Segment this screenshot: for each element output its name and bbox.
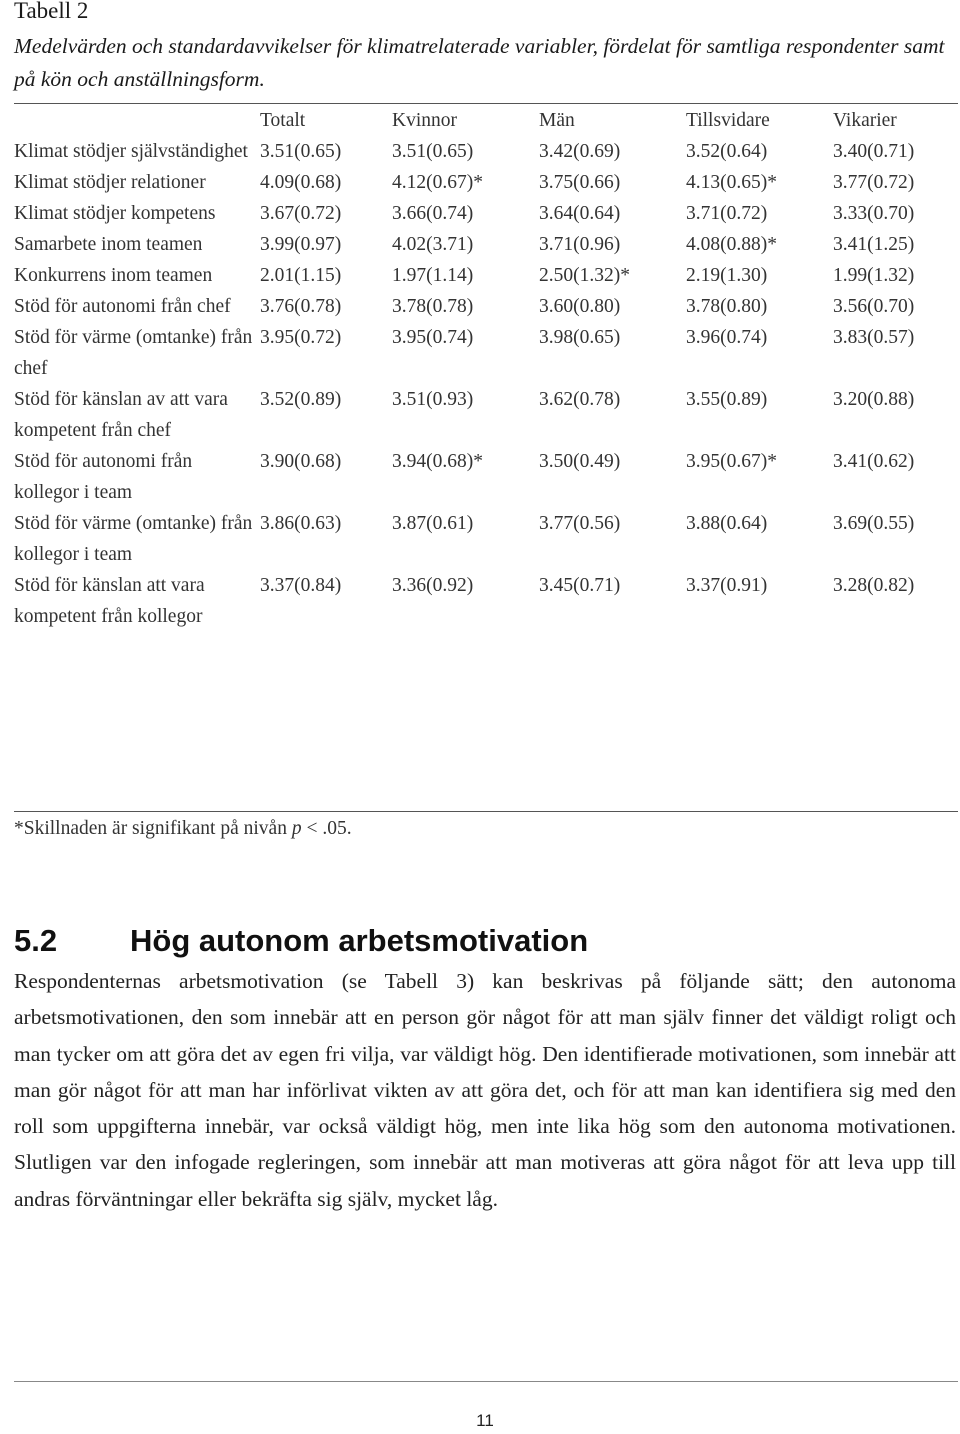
- value-cell: 3.50(0.49): [539, 451, 621, 472]
- value-cell: 3.69(0.55): [833, 513, 915, 534]
- value-cell: 3.71(0.96): [539, 234, 621, 255]
- value-cell: 3.37(0.84): [260, 575, 342, 596]
- value-cell: 2.01(1.15): [260, 265, 342, 286]
- value-cell: 3.95(0.74): [392, 327, 474, 348]
- table-top-rule: [14, 103, 958, 104]
- value-cell: 4.09(0.68): [260, 172, 342, 193]
- row-label-cell: Stöd för autonomi från kollegor i team: [14, 451, 193, 503]
- body-paragraph: Respondenternas arbetsmotivation (se Tabell 3) kan beskrivas på följande sätt; den autonoma arbetsmotivationen, den som innebär att en person gör något för att man själv finner det väldigt roligt och man tycker om att göra det av egen fri vilja, var väldigt hög. Den identifierade motivationen, som innebär att man gör något för att man har införlivat vikten av att göra det, och för att man kan identifiera sig med den roll som uppgifterna innebär, var också väldigt hög, men inte lika hög som den autonoma motivationen. Slutligen var den infogade regleringen, som innebär att man motiveras att göra något för att leva upp till andras förväntningar eller bekräfta sig själv, mycket låg.: [14, 969, 956, 1211]
- table-row: [14, 446, 958, 508]
- table-label: Tabell 2: [14, 0, 89, 23]
- value-cell: 3.42(0.69): [539, 141, 621, 162]
- value-cell: 3.40(0.71): [833, 141, 915, 162]
- value-cell: 3.55(0.89): [686, 389, 768, 410]
- row-label-cell: Klimat stödjer relationer: [14, 172, 206, 193]
- section-number: 5.2: [14, 923, 58, 958]
- value-cell: 3.90(0.68): [260, 451, 342, 472]
- value-cell: 3.28(0.82): [833, 575, 915, 596]
- table-row: [14, 198, 958, 229]
- value-cell: 3.51(0.65): [392, 141, 474, 162]
- row-label-cell: Samarbete inom teamen: [14, 234, 203, 255]
- table-footnote: [14, 813, 352, 844]
- footer-rule: [14, 1381, 958, 1382]
- value-cell: 3.83(0.57): [833, 327, 915, 348]
- table-row: [14, 167, 958, 198]
- row-label-cell: Stöd för känslan av att vara kompetent från chef: [14, 389, 228, 441]
- value-cell: 4.12(0.67)*: [392, 172, 483, 193]
- column-header-variable: [14, 105, 260, 136]
- value-cell: 3.41(0.62): [833, 451, 915, 472]
- table-row: [14, 260, 958, 291]
- value-cell: 3.51(0.65): [260, 141, 342, 162]
- value-cell: 3.20(0.88): [833, 389, 915, 410]
- value-cell: 3.64(0.64): [539, 203, 621, 224]
- value-cell: 3.99(0.97): [260, 234, 342, 255]
- table-row: [14, 570, 958, 632]
- value-cell: 3.77(0.56): [539, 513, 621, 534]
- results-table: [14, 105, 958, 632]
- value-cell: 3.56(0.70): [833, 296, 915, 317]
- section-title: Hög autonom arbetsmotivation: [130, 923, 589, 958]
- page-number: 11: [476, 1411, 494, 1430]
- value-cell: 3.94(0.68)*: [392, 451, 483, 472]
- section-body: [14, 963, 956, 1217]
- value-cell: 3.77(0.72): [833, 172, 915, 193]
- value-cell: 3.62(0.78): [539, 389, 621, 410]
- column-header: Vikarier: [833, 110, 897, 131]
- value-cell: 3.45(0.71): [539, 575, 621, 596]
- value-cell: 4.13(0.65)*: [686, 172, 777, 193]
- value-cell: 3.67(0.72): [260, 203, 342, 224]
- value-cell: 3.78(0.80): [686, 296, 768, 317]
- footnote-suffix: < .05.: [301, 818, 352, 839]
- row-label-cell: Klimat stödjer kompetens: [14, 203, 216, 224]
- value-cell: 3.37(0.91): [686, 575, 768, 596]
- column-header: Totalt: [260, 110, 306, 131]
- row-label-cell: Konkurrens inom teamen: [14, 265, 213, 286]
- table-body: [14, 136, 958, 632]
- value-cell: 3.76(0.78): [260, 296, 342, 317]
- value-cell: 1.97(1.14): [392, 265, 474, 286]
- table-row: [14, 229, 958, 260]
- column-header: Kvinnor: [392, 110, 457, 131]
- value-cell: 3.78(0.78): [392, 296, 474, 317]
- value-cell: 4.02(3.71): [392, 234, 474, 255]
- value-cell: 3.52(0.89): [260, 389, 342, 410]
- value-cell: 3.41(1.25): [833, 234, 915, 255]
- value-cell: 3.51(0.93): [392, 389, 474, 410]
- value-cell: 3.95(0.67)*: [686, 451, 777, 472]
- value-cell: 3.33(0.70): [833, 203, 915, 224]
- value-cell: 4.08(0.88)*: [686, 234, 777, 255]
- row-label-cell: Stöd för värme (omtanke) från kollegor i team: [14, 513, 253, 565]
- row-label-cell: Stöd för autonomi från chef: [14, 296, 231, 317]
- value-cell: 3.98(0.65): [539, 327, 621, 348]
- value-cell: 3.95(0.72): [260, 327, 342, 348]
- table-header-row: [14, 105, 958, 136]
- section-heading: [14, 918, 588, 964]
- row-label-cell: Stöd för känslan att vara kompetent från kollegor: [14, 575, 205, 627]
- row-label-cell: Klimat stödjer självständighet: [14, 141, 248, 162]
- table-row: [14, 508, 958, 570]
- value-cell: 3.86(0.63): [260, 513, 342, 534]
- table-bottom-rule: [14, 811, 958, 812]
- table-caption: Medelvärden och standardavvikelser för klimatrelaterade variabler, fördelat för samtliga respondenter samt på kön och anställningsform.: [14, 34, 945, 91]
- value-cell: 3.36(0.92): [392, 575, 474, 596]
- column-header: Män: [539, 110, 575, 131]
- value-cell: 3.60(0.80): [539, 296, 621, 317]
- footnote-prefix: *Skillnaden är signifikant på nivån: [14, 818, 292, 839]
- value-cell: 3.87(0.61): [392, 513, 474, 534]
- value-cell: 1.99(1.32): [833, 265, 915, 286]
- value-cell: 3.71(0.72): [686, 203, 768, 224]
- value-cell: 3.88(0.64): [686, 513, 768, 534]
- table-row: [14, 291, 958, 322]
- value-cell: 3.75(0.66): [539, 172, 621, 193]
- table-row: [14, 384, 958, 446]
- value-cell: 2.50(1.32)*: [539, 265, 630, 286]
- row-label-cell: Stöd för värme (omtanke) från chef: [14, 327, 253, 379]
- table-row: [14, 322, 958, 384]
- footnote-p-symbol: p: [291, 818, 302, 839]
- value-cell: 3.52(0.64): [686, 141, 768, 162]
- value-cell: 3.96(0.74): [686, 327, 768, 348]
- column-header: Tillsvidare: [686, 110, 770, 131]
- value-cell: 2.19(1.30): [686, 265, 768, 286]
- value-cell: 3.66(0.74): [392, 203, 474, 224]
- table-row: [14, 136, 958, 167]
